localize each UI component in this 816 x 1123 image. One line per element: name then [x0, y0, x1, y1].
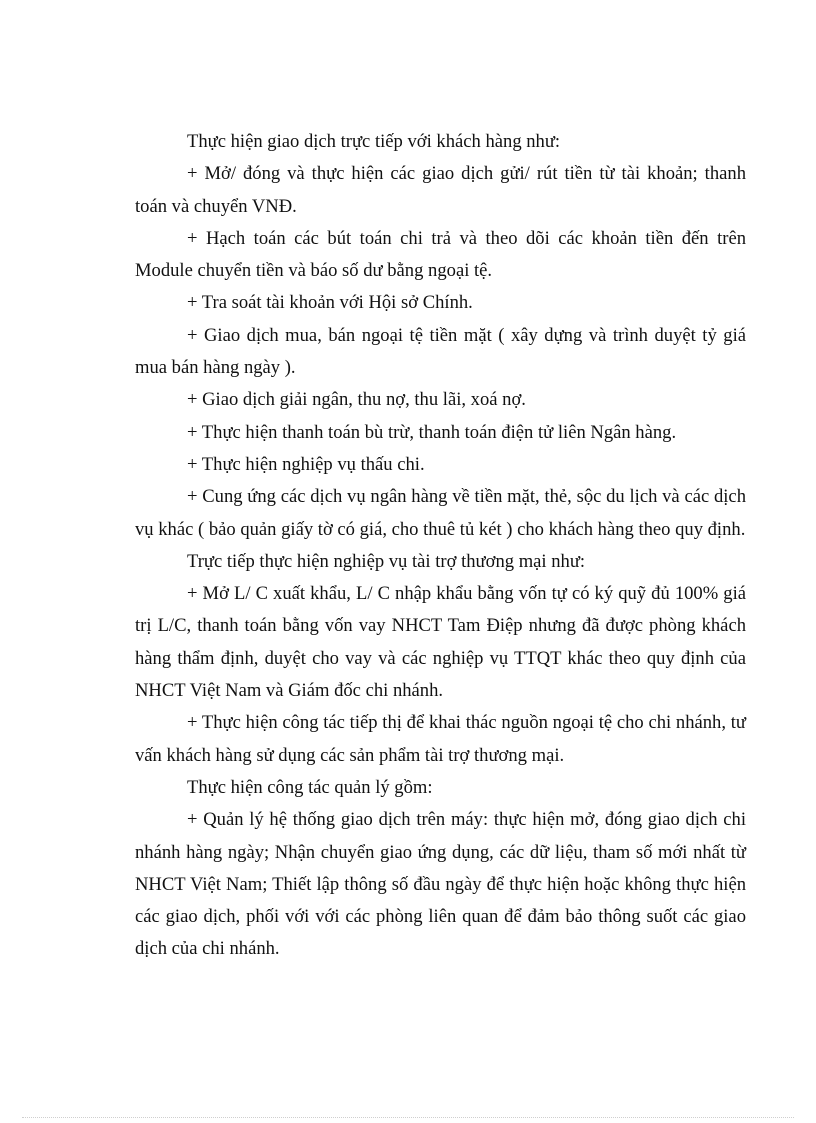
paragraph-system-management: + Quản lý hệ thống giao dịch trên máy: thực hiện mở, đóng giao dịch chi nhánh hàng ngày; Nhận chuyển giao ứng dụng, các dữ liệu, tham số mới nhất từ NHCT Việt Nam; Thiết lập thông số đầu ngày để thực hiện hoặc không thực hiện các giao dịch, phối với với các phòng liên quan để đảm bảo thông suốt các giao dịch của chi nhánh. [135, 809, 746, 960]
page-bottom-divider [22, 1117, 794, 1118]
paragraph-open-close-accounts: + Mở/ đóng và thực hiện các giao dịch gửi/ rút tiền từ tài khoản; thanh toán và chuyển VNĐ. [135, 163, 746, 217]
paragraph-banking-services: + Cung ứng các dịch vụ ngân hàng về tiền mặt, thẻ, sộc du lịch và các dịch vụ khác ( bảo quản giấy tờ có giá, cho thuê tủ két ) cho khách hàng theo quy định. [135, 486, 746, 540]
paragraph-intro-trade-finance: Trực tiếp thực hiện nghiệp vụ tài trợ thương mại như: [187, 550, 586, 572]
paragraph-letter-of-credit: + Mở L/ C xuất khẩu, L/ C nhập khẩu bằng vốn tự có ký quỹ đủ 100% giá trị L/C, thanh toán bằng vốn vay NHCT Tam Điệp nhưng đã được phòng khách hàng thẩm định, duyệt cho vay và các nghiệp vụ TTQT khác theo quy định của NHCT Việt Nam và Giám đốc chi nhánh. [135, 583, 746, 702]
paragraph-clearing-payment: + Thực hiện thanh toán bù trừ, thanh toán điện tử liên Ngân hàng. [187, 421, 677, 443]
paragraph-accounting-entries: + Hạch toán các bút toán chi trả và theo dõi các khoản tiền đến trên Module chuyển tiền và báo số dư bằng ngoại tệ. [135, 227, 746, 282]
paragraph-overdraft: + Thực hiện nghiệp vụ thấu chi. [187, 453, 425, 475]
paragraph-intro-customer-transactions: Thực hiện giao dịch trực tiếp với khách hàng như: [187, 131, 561, 152]
paragraph-foreign-currency-trading: + Giao dịch mua, bán ngoại tệ tiền mặt ( xây dựng và trình duyệt tỷ giá mua bán hàng ngày ). [135, 324, 746, 379]
paragraph-loan-disbursement: + Giao dịch giải ngân, thu nợ, thu lãi, xoá nợ. [187, 389, 526, 411]
document-page [135, 126, 746, 966]
paragraph-marketing: + Thực hiện công tác tiếp thị để khai thác nguồn ngoại tệ cho chi nhánh, tư vấn khách hàng sử dụng các sản phẩm tài trợ thương mại. [135, 712, 746, 766]
paragraph-account-reconciliation: + Tra soát tài khoản với Hội sở Chính. [187, 292, 473, 314]
paragraph-intro-management: Thực hiện công tác quản lý gồm: [187, 776, 433, 798]
